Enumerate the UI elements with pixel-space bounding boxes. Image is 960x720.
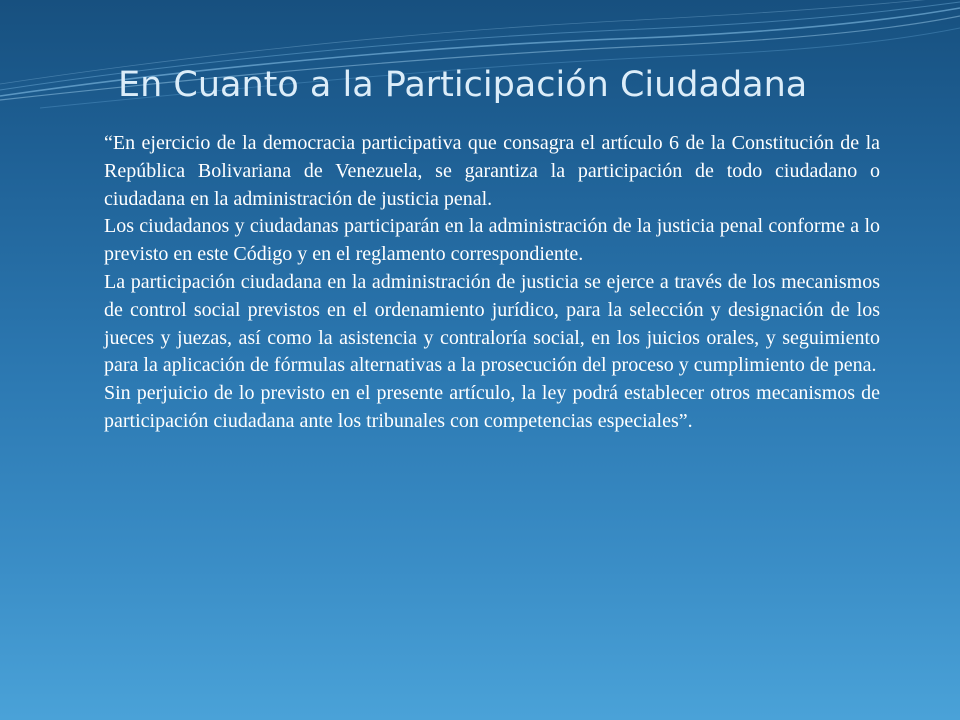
body-paragraph: Los ciudadanos y ciudadanas participarán en la administración de la justicia penal conforme a lo previsto en este Código y en el reglamento correspondiente.	[104, 215, 880, 266]
body-paragraph: “En ejercicio de la democracia participativa que consagra el artículo 6 de la Constitución de la República Bolivariana de Venezuela, se garantiza la participación de todo ciudadano o ciudadana en la administración de justicia penal.	[104, 132, 880, 210]
slide-title: En Cuanto a la Participación Ciudadana	[118, 65, 808, 105]
slide-body	[104, 130, 880, 436]
body-paragraph: La participación ciudadana en la administración de justicia se ejerce a través de los mecanismos de control social previstos en el ordenamiento jurídico, para la selección y designación de los jueces y juezas, así como la asistencia y contraloría social, en los juicios orales, y seguimiento para la aplicación de fórmulas alternativas a la prosecución del proceso y cumplimiento de pena.	[104, 270, 880, 377]
body-paragraph: Sin perjuicio de lo previsto en el presente artículo, la ley podrá establecer otros mecanismos de participación ciudadana ante los tribunales con competencias especiales”.	[104, 382, 880, 432]
